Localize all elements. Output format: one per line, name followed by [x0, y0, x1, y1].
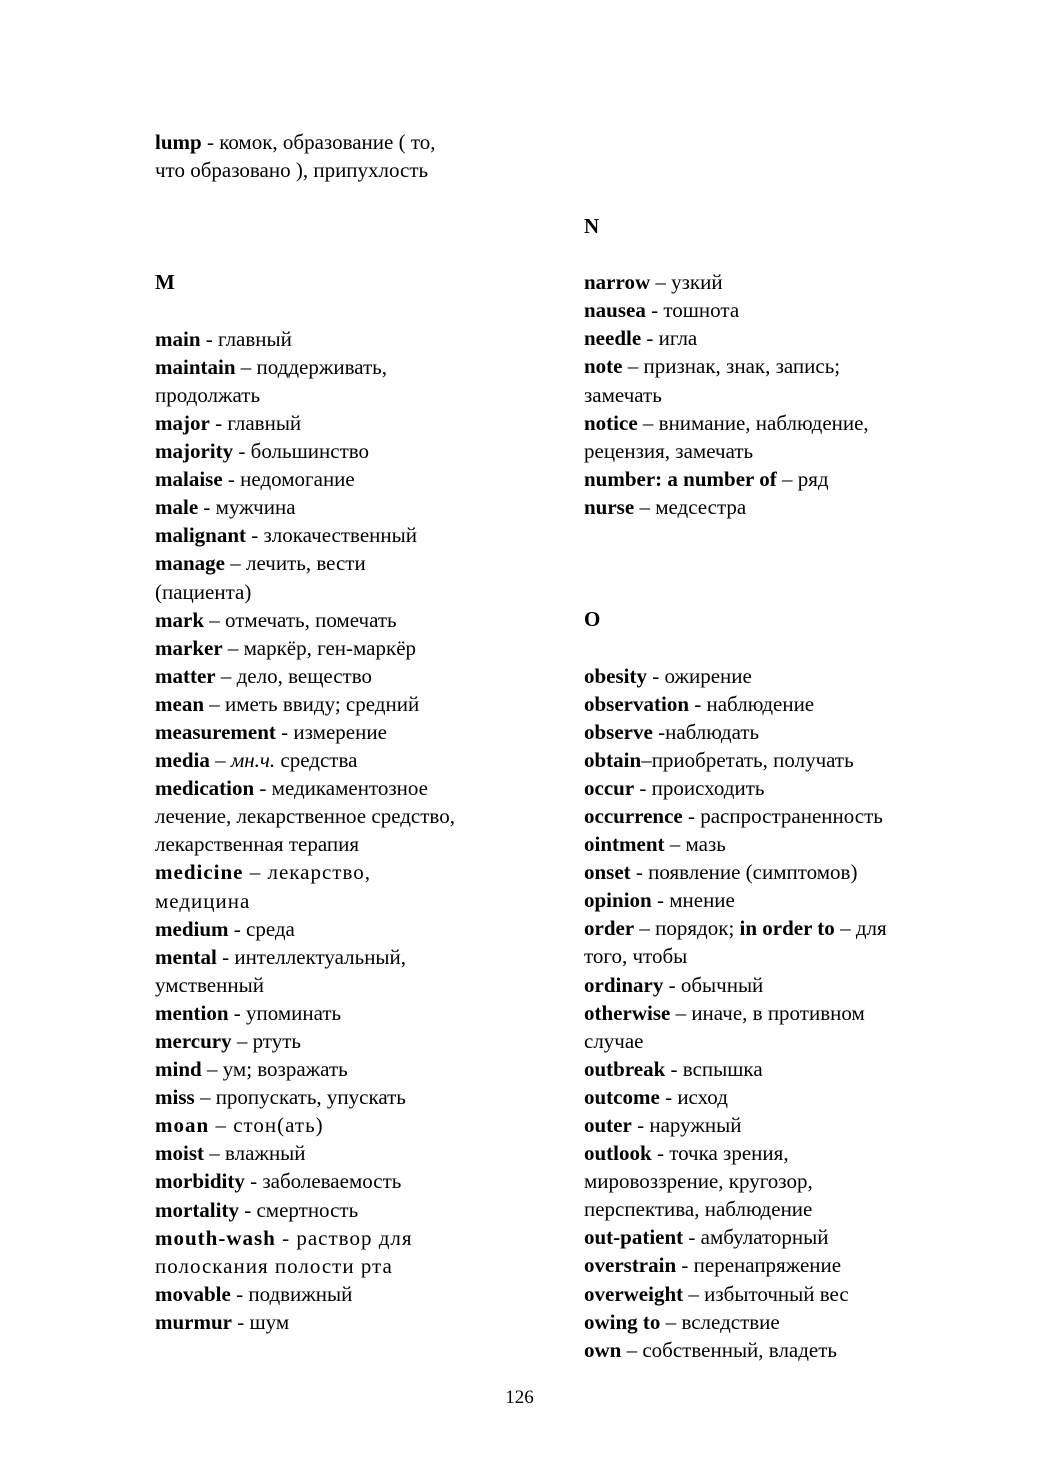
entry-headword: mortality [155, 1197, 239, 1222]
entry-headword: manage [155, 551, 225, 576]
dictionary-entry [155, 1083, 535, 1111]
entry-separator: – [641, 747, 652, 772]
entry-headword: obesity [584, 663, 647, 688]
entry-translation: средства [275, 748, 358, 773]
entry-headword: note [584, 354, 623, 379]
dictionary-entry [155, 521, 535, 549]
entry-translation: признак, знак, запись; замечать [584, 354, 841, 407]
dictionary-entry [584, 324, 964, 352]
entry-separator: – [622, 354, 644, 379]
entry-separator: – [231, 1029, 253, 1054]
dictionary-entry [584, 662, 964, 690]
entry-separator: - [222, 467, 241, 492]
entry-separator: - [238, 1197, 257, 1222]
entry-translation: обычный [680, 972, 764, 997]
entry-separator: - [201, 130, 220, 154]
entry-headword: medium [155, 916, 229, 941]
entry-separator: – [204, 1141, 225, 1166]
entry-separator: - [676, 1253, 694, 1278]
entry-headword: occur [584, 775, 635, 800]
entry-translation: ум; возражать [222, 1057, 348, 1082]
entry-translation: смертность [256, 1197, 359, 1222]
entry-separator: - [630, 860, 649, 885]
dictionary-entry [155, 1167, 535, 1195]
entry-separator: – [204, 691, 225, 716]
entry-headword: otherwise [584, 1000, 671, 1025]
entry-headword: malaise [155, 467, 223, 492]
dictionary-entry [155, 493, 535, 521]
entry-separator: - [665, 1056, 683, 1081]
dictionary-entry [584, 746, 964, 774]
entry-headword: narrow [584, 270, 651, 295]
entry-separator: - [216, 944, 235, 969]
entry-separator: - [652, 719, 666, 744]
entry-separator: – [637, 410, 659, 435]
entry-separator: - [647, 663, 665, 688]
entry-translation: ртуть [252, 1029, 301, 1054]
dictionary-entry [584, 1223, 964, 1251]
dictionary-entry [155, 437, 535, 465]
entry-headword: media [155, 748, 210, 773]
entry-separator: – [650, 270, 672, 295]
entry-headword: number: a number of [584, 466, 777, 491]
dictionary-entry [155, 915, 535, 943]
left-column [155, 128, 535, 1336]
dictionary-entry [155, 999, 535, 1027]
dictionary-entry [584, 1139, 964, 1223]
entry-headword: obtain [584, 747, 642, 772]
entry-translation: отмечать, помечать [225, 607, 397, 632]
dictionary-entry [155, 325, 535, 353]
dictionary-entry [584, 1083, 964, 1111]
entry-translation: интеллектуальный, умственный [155, 944, 407, 997]
entry-headword: overstrain [584, 1253, 677, 1278]
entry-separator: - [244, 1169, 263, 1194]
entry-separator: - [233, 439, 251, 464]
entry-separator: - [232, 1309, 250, 1334]
entry-headword: ointment [584, 832, 665, 857]
entry-headword: mouth-wash [155, 1225, 276, 1250]
entry-translation: перенапряжение [693, 1253, 842, 1278]
entry-headword: mental [155, 944, 217, 969]
entry-separator: – [660, 1309, 682, 1334]
dictionary-entry [584, 1308, 964, 1336]
dictionary-entry [584, 802, 964, 830]
entry-headword: ordinary [584, 972, 664, 997]
right-column [584, 212, 964, 1364]
entry-translation: лекарство, медицина [155, 860, 372, 913]
entry-separator: - [209, 410, 228, 435]
entry-translation: вспышка [682, 1056, 763, 1081]
entry-headword: malignant [155, 523, 247, 548]
entry-separator: - [631, 1113, 650, 1138]
dictionary-entry [155, 1280, 535, 1308]
entry-translation: пропускать, упускать [215, 1085, 406, 1110]
dictionary-entry [155, 690, 535, 718]
entries-top [155, 128, 535, 184]
dictionary-entry [584, 886, 964, 914]
entry-separator: - [645, 298, 664, 323]
entry-separator: - [275, 1225, 297, 1250]
entry-headword: outlook [584, 1141, 652, 1166]
entry-translation: среда [246, 916, 295, 941]
entry-translation: избыточный вес [704, 1281, 849, 1306]
dictionary-entry [155, 774, 535, 858]
entry-separator: - [228, 1000, 246, 1025]
entry-translation: вследствие [681, 1309, 780, 1334]
entry-headword: moan [155, 1113, 210, 1138]
entry-translation: появление (симптомов) [648, 860, 858, 885]
entry-headword: movable [155, 1281, 231, 1306]
entry-translation: медикаментозное лечение, лекарственное средство, лекарственная терапия [155, 776, 455, 857]
entry-headword: opinion [584, 888, 652, 913]
entry-separator: – [194, 1085, 216, 1110]
dictionary-entry [584, 409, 964, 465]
entry-headword: lump [155, 130, 202, 154]
entry-separator: - [659, 1084, 678, 1109]
entry-separator: – [670, 1000, 692, 1025]
entry-headword: mention [155, 1000, 229, 1025]
entry-separator: – [204, 607, 225, 632]
entry-translation: шум [249, 1309, 290, 1334]
dictionary-entry [584, 718, 964, 746]
dictionary-entry [155, 606, 535, 634]
entry-separator: – [209, 1113, 234, 1138]
dictionary-entry [155, 718, 535, 746]
entry-headword: morbidity [155, 1169, 245, 1194]
entry-translation: наблюдать [665, 719, 760, 744]
entry-headword: male [155, 495, 199, 520]
entry-separator: - [689, 691, 707, 716]
entry-headword: nurse [584, 494, 635, 519]
entry-translation: медсестра [655, 494, 747, 519]
entry-translation: наблюдение [706, 691, 815, 716]
entry-headword: overweight [584, 1281, 684, 1306]
dictionary-entry [584, 1280, 964, 1308]
entry-translation: злокачественный [263, 523, 417, 548]
dictionary-entry [155, 465, 535, 493]
entry-headword: marker [155, 635, 223, 660]
entry-headword: measurement [155, 719, 276, 744]
entry-separator: – [222, 635, 244, 660]
entry-headword: maintain [155, 354, 236, 379]
entry-headword: majority [155, 439, 234, 464]
entry-translation: собственный, владеть [642, 1337, 837, 1362]
dictionary-entry [155, 1308, 535, 1336]
entry-translation: подвижный [248, 1281, 353, 1306]
dictionary-entry [155, 1139, 535, 1167]
entry-separator: – [683, 1281, 705, 1306]
entry-headword: major [155, 410, 210, 435]
entry-separator: – [243, 860, 268, 885]
section-letter-m: M [155, 270, 175, 295]
entry-separator: – [209, 748, 231, 773]
dictionary-entry [155, 1196, 535, 1224]
dictionary-entry [584, 830, 964, 858]
entry-headword: observation [584, 691, 689, 716]
entry-translation: недомогание [240, 467, 355, 492]
entries-n [584, 268, 964, 521]
dictionary-entry [584, 268, 964, 296]
entry-translation: раствор для полоскания полости рта [155, 1225, 413, 1278]
dictionary-entry [584, 774, 964, 802]
entry-translation: стон(ать) [233, 1113, 324, 1138]
entry-translation: главный [227, 410, 302, 435]
entry-headword: notice [584, 410, 638, 435]
entry-translation: ряд [797, 466, 829, 491]
entry-translation: иначе, в противном случае [584, 1000, 865, 1053]
entry-headword: out-patient [584, 1225, 684, 1250]
entry-translation: измерение [293, 719, 387, 744]
entry-headword: mercury [155, 1029, 232, 1054]
dictionary-entry [584, 465, 964, 493]
page-number: 126 [505, 1387, 534, 1408]
entry-separator: - [683, 1225, 701, 1250]
entry-translation: игла [658, 326, 698, 351]
entry-subtranslation: – для того, чтобы [584, 916, 887, 969]
dictionary-entry [584, 1055, 964, 1083]
entry-headword: observe [584, 719, 653, 744]
entry-separator: - [651, 1141, 670, 1166]
entry-translation: амбулаторный [700, 1225, 829, 1250]
entry-translation: ожирение [664, 663, 752, 688]
entry-separator: - [228, 916, 246, 941]
entry-headword: medication [155, 776, 255, 801]
entry-separator: – [225, 551, 246, 576]
entry-translation: лечить, вести (пациента) [155, 551, 366, 604]
entry-headword: matter [155, 663, 216, 688]
entry-translation: распространенность [700, 803, 883, 828]
entry-translation: мазь [685, 832, 726, 857]
entry-separator: – [215, 663, 237, 688]
entry-grammar-note: мн.ч. [230, 748, 276, 773]
entry-headword: mark [155, 607, 204, 632]
dictionary-entry [584, 971, 964, 999]
entry-translation: поддерживать, продолжать [155, 354, 388, 407]
entry-headword: main [155, 326, 201, 351]
dictionary-entry [155, 1111, 535, 1139]
dictionary-entry [155, 1055, 535, 1083]
entry-translation: исход [677, 1084, 728, 1109]
entry-translation: узкий [671, 270, 723, 295]
entry-translation: заболеваемость [262, 1169, 402, 1194]
entry-separator: - [634, 775, 652, 800]
entry-translation: влажный [225, 1141, 306, 1166]
dictionary-entry [155, 858, 535, 914]
dictionary-entry [584, 296, 964, 324]
entry-headword: outcome [584, 1084, 660, 1109]
entry-headword: medicine [155, 860, 244, 885]
entry-translation: комок, образование ( то, что образовано ), припухлость [155, 130, 436, 183]
entry-headword: order [584, 916, 635, 941]
entry-separator: - [200, 326, 219, 351]
entry-translation: наружный [649, 1113, 742, 1138]
entry-separator: - [230, 1281, 249, 1306]
entry-translation: мнение [669, 888, 735, 913]
entry-headword: occurrence [584, 803, 683, 828]
entry-translation: порядок; [655, 916, 740, 941]
entry-separator: – [776, 466, 798, 491]
entry-separator: – [235, 354, 257, 379]
entry-translation: иметь ввиду; средний [225, 691, 420, 716]
entry-headword: outer [584, 1113, 632, 1138]
entry-headword: mind [155, 1057, 202, 1082]
entry-separator: - [198, 495, 216, 520]
entry-separator: – [634, 494, 656, 519]
entry-translation: большинство [250, 439, 370, 464]
entry-translation: приобретать, получать [651, 747, 854, 772]
entry-headword: onset [584, 860, 631, 885]
entry-translation: упоминать [246, 1000, 342, 1025]
entry-headword: murmur [155, 1309, 232, 1334]
entry-separator: - [254, 776, 272, 801]
dictionary-entry [155, 409, 535, 437]
entry-separator: - [682, 803, 701, 828]
entry-separator: – [634, 916, 656, 941]
entry-headword: miss [155, 1085, 195, 1110]
dictionary-entry [584, 493, 964, 521]
dictionary-entry [584, 690, 964, 718]
entry-separator: - [651, 888, 670, 913]
entry-headword: needle [584, 326, 642, 351]
entries-o [584, 662, 964, 1364]
entry-subheadword: in order to [739, 916, 835, 941]
dictionary-entry [155, 746, 535, 774]
entry-headword: own [584, 1337, 622, 1362]
dictionary-entry [584, 1111, 964, 1139]
dictionary-entry [155, 128, 535, 184]
dictionary-entry [584, 1251, 964, 1279]
entry-separator: - [663, 972, 681, 997]
dictionary-entry [584, 999, 964, 1055]
entry-headword: mean [155, 691, 204, 716]
entry-translation: внимание, наблюдение, рецензия, замечать [584, 410, 869, 463]
section-letter-n: N [584, 214, 600, 238]
entry-separator: - [641, 326, 659, 351]
dictionary-entry [155, 662, 535, 690]
dictionary-entry [584, 914, 964, 970]
entry-translation: мужчина [215, 495, 296, 520]
dictionary-entry [155, 634, 535, 662]
dictionary-entry [584, 352, 964, 408]
entry-translation: точка зрения, мировоззрение, кругозор, перспектива, наблюдение [584, 1141, 813, 1222]
entry-separator: – [201, 1057, 223, 1082]
dictionary-entry [155, 1027, 535, 1055]
dictionary-entry [584, 1336, 964, 1364]
entry-translation: тошнота [663, 298, 740, 323]
dictionary-entry [155, 943, 535, 999]
entry-headword: moist [155, 1141, 204, 1166]
entry-translation: главный [218, 326, 292, 351]
dictionary-entry [155, 1224, 535, 1280]
entry-translation: маркёр, ген-маркёр [243, 635, 417, 660]
entry-separator: - [246, 523, 264, 548]
entry-translation: происходить [651, 775, 765, 800]
entry-headword: nausea [584, 298, 646, 323]
entry-headword: owing to [584, 1309, 661, 1334]
entry-translation: дело, вещество [236, 663, 373, 688]
entry-headword: outbreak [584, 1056, 666, 1081]
dictionary-entry [584, 858, 964, 886]
dictionary-entry [155, 549, 535, 605]
entries-m [155, 325, 535, 1336]
entry-separator: – [621, 1337, 643, 1362]
section-letter-o: O [584, 607, 601, 632]
dictionary-entry [155, 353, 535, 409]
entry-separator: - [275, 719, 294, 744]
entry-separator: – [664, 832, 686, 857]
